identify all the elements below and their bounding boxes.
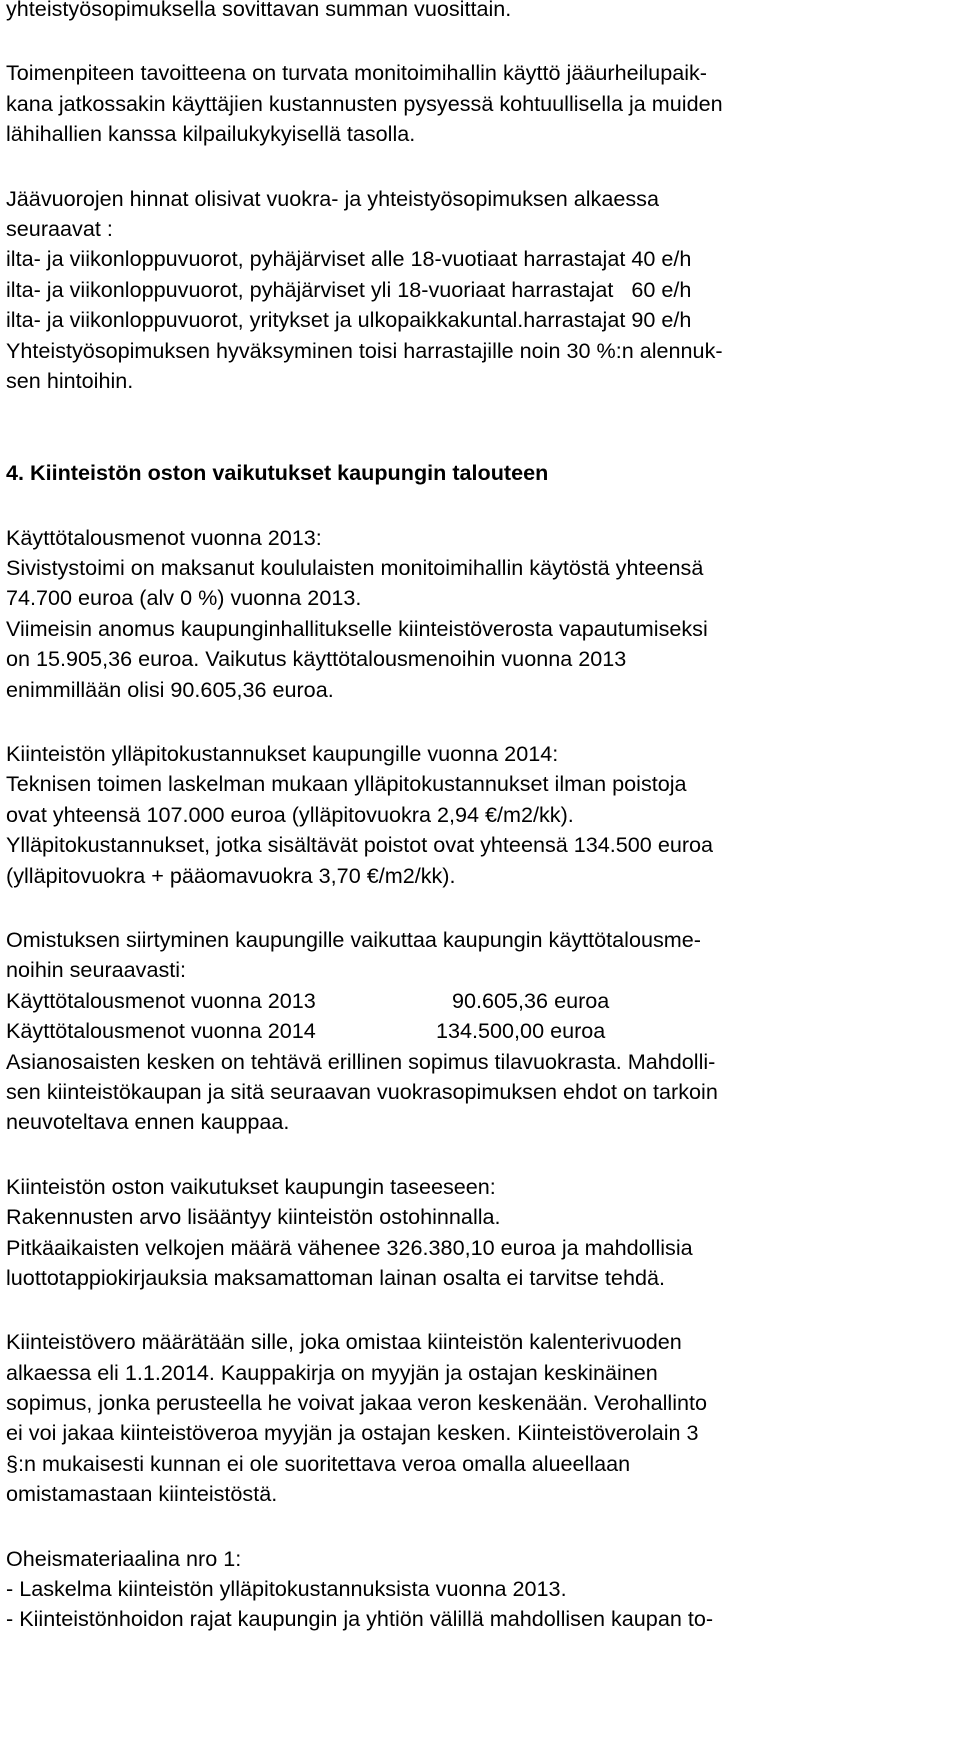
text-line: omistamastaan kiinteistöstä. [6, 1481, 278, 1507]
text-line: Kiinteistön oston vaikutukset kaupungin taseeseen: [6, 1173, 496, 1199]
text-line: 74.700 euroa (alv 0 %) vuonna 2013. [6, 585, 362, 611]
attachment-item: - Laskelma kiinteistön ylläpitokustannuksista vuonna 2013. [6, 1576, 567, 1602]
text-line: Omistuksen siirtyminen kaupungille vaikuttaa kaupungin käyttötalousme- [6, 926, 701, 952]
paragraph-property-tax [6, 1327, 954, 1509]
text-line: kana jatkossakin käyttäjien kustannusten pysyessä kohtuullisella ja muiden [6, 90, 723, 116]
amount-value: 90.605,36 euroa [452, 987, 610, 1013]
text-line: Teknisen toimen laskelman mukaan ylläpitokustannukset ilman poistoja [6, 771, 687, 797]
text-line: sen kiinteistökaupan ja sitä seuraavan vuokrasopimuksen ehdot on tarkoin [6, 1078, 718, 1104]
section-heading: 4. Kiinteistön oston vaikutukset kaupungin talouteen [6, 460, 549, 486]
document-page [6, 0, 954, 1635]
text-line: Oheismateriaalina nro 1: [6, 1545, 242, 1571]
text-line: Viimeisin anomus kaupunginhallitukselle kiinteistöverosta vapautumiseksi [6, 615, 708, 641]
attachment-item: - Kiinteistönhoidon rajat kaupungin ja yhtiön välillä mahdollisen kaupan to- [6, 1606, 714, 1632]
text-line: luottotappiokirjauksia maksamattoman lainan osalta ei tarvitse tehdä. [6, 1264, 665, 1290]
text-line: seuraavat : [6, 215, 113, 241]
text-line: Kiinteistön ylläpitokustannukset kaupungille vuonna 2014: [6, 741, 559, 767]
text-line: on 15.905,36 euroa. Vaikutus käyttötalousmenoihin vuonna 2013 [6, 646, 627, 672]
text-line: Toimenpiteen tavoitteena on turvata monitoimihallin käyttö jääurheilupaik- [6, 60, 707, 86]
paragraph-ownership-effect [6, 925, 954, 1138]
text-line: ovat yhteensä 107.000 euroa (ylläpitovuokra 2,94 €/m2/kk). [6, 801, 574, 827]
paragraph-goal [6, 58, 954, 149]
paragraph-operating-costs-2013 [6, 523, 954, 705]
paragraph-attachments [6, 1544, 954, 1635]
amount-label: Käyttötalousmenot vuonna 2014 [6, 1018, 316, 1044]
text-line: Jäävuorojen hinnat olisivat vuokra- ja yhteistyösopimuksen alkaessa [6, 185, 659, 211]
price-line: ilta- ja viikonloppuvuorot, yritykset ja ulkopaikkakuntal.harrastajat 90 e/h [6, 307, 692, 333]
text-line: neuvoteltava ennen kauppaa. [6, 1109, 290, 1135]
text-line: Ylläpitokustannukset, jotka sisältävät poistot ovat yhteensä 134.500 euroa [6, 832, 714, 858]
paragraph-ice-prices [6, 184, 954, 397]
text-line: Käyttötalousmenot vuonna 2013: [6, 524, 322, 550]
text-line: (ylläpitovuokra + pääomavuokra 3,70 €/m2/kk). [6, 862, 456, 888]
text-line: Pitkäaikaisten velkojen määrä vähenee 326.380,10 euroa ja mahdollisia [6, 1234, 693, 1260]
text-line: Rakennusten arvo lisääntyy kiinteistön ostohinnalla. [6, 1204, 501, 1230]
amount-value: 134.500,00 euroa [436, 1018, 606, 1044]
text-line: Asianosaisten kesken on tehtävä erillinen sopimus tilavuokrasta. Mahdolli- [6, 1048, 716, 1074]
paragraph-balance-sheet [6, 1172, 954, 1294]
amount-row-2014 [6, 1016, 954, 1046]
text-line: sopimus, jonka perusteella he voivat jakaa veron keskenään. Verohallinto [6, 1390, 708, 1416]
text-line: yhteistyösopimuksella sovittavan summan vuosittain. [6, 0, 512, 21]
text-line: lähihallien kanssa kilpailukykyisellä tasolla. [6, 121, 416, 147]
text-line: enimmillään olisi 90.605,36 euroa. [6, 676, 334, 702]
price-line: ilta- ja viikonloppuvuorot, pyhäjärviset yli 18-vuoriaat harrastajat 60 e/h [6, 276, 692, 302]
text-line: sen hintoihin. [6, 367, 134, 393]
text-line: §:n mukaisesti kunnan ei ole suoritettava veroa omalla alueellaan [6, 1450, 631, 1476]
text-line: Kiinteistövero määrätään sille, joka omistaa kiinteistön kalenterivuoden [6, 1329, 682, 1355]
paragraph-intro-tail [6, 0, 954, 24]
text-line: Sivistystoimi on maksanut koululaisten monitoimihallin käytöstä yhteensä [6, 555, 704, 581]
text-line: noihin seuraavasti: [6, 957, 187, 983]
text-line: Yhteistyösopimuksen hyväksyminen toisi harrastajille noin 30 %:n alennuk- [6, 337, 723, 363]
paragraph-maintenance-costs-2014 [6, 739, 954, 891]
text-line: alkaessa eli 1.1.2014. Kauppakirja on myyjän ja ostajan keskinäinen [6, 1359, 658, 1385]
price-line: ilta- ja viikonloppuvuorot, pyhäjärviset alle 18-vuotiaat harrastajat 40 e/h [6, 246, 692, 272]
text-line: ei voi jakaa kiinteistöveroa myyjän ja ostajan kesken. Kiinteistöverolain 3 [6, 1420, 699, 1446]
amount-label: Käyttötalousmenot vuonna 2013 [6, 987, 316, 1013]
amount-row-2013 [6, 986, 954, 1016]
